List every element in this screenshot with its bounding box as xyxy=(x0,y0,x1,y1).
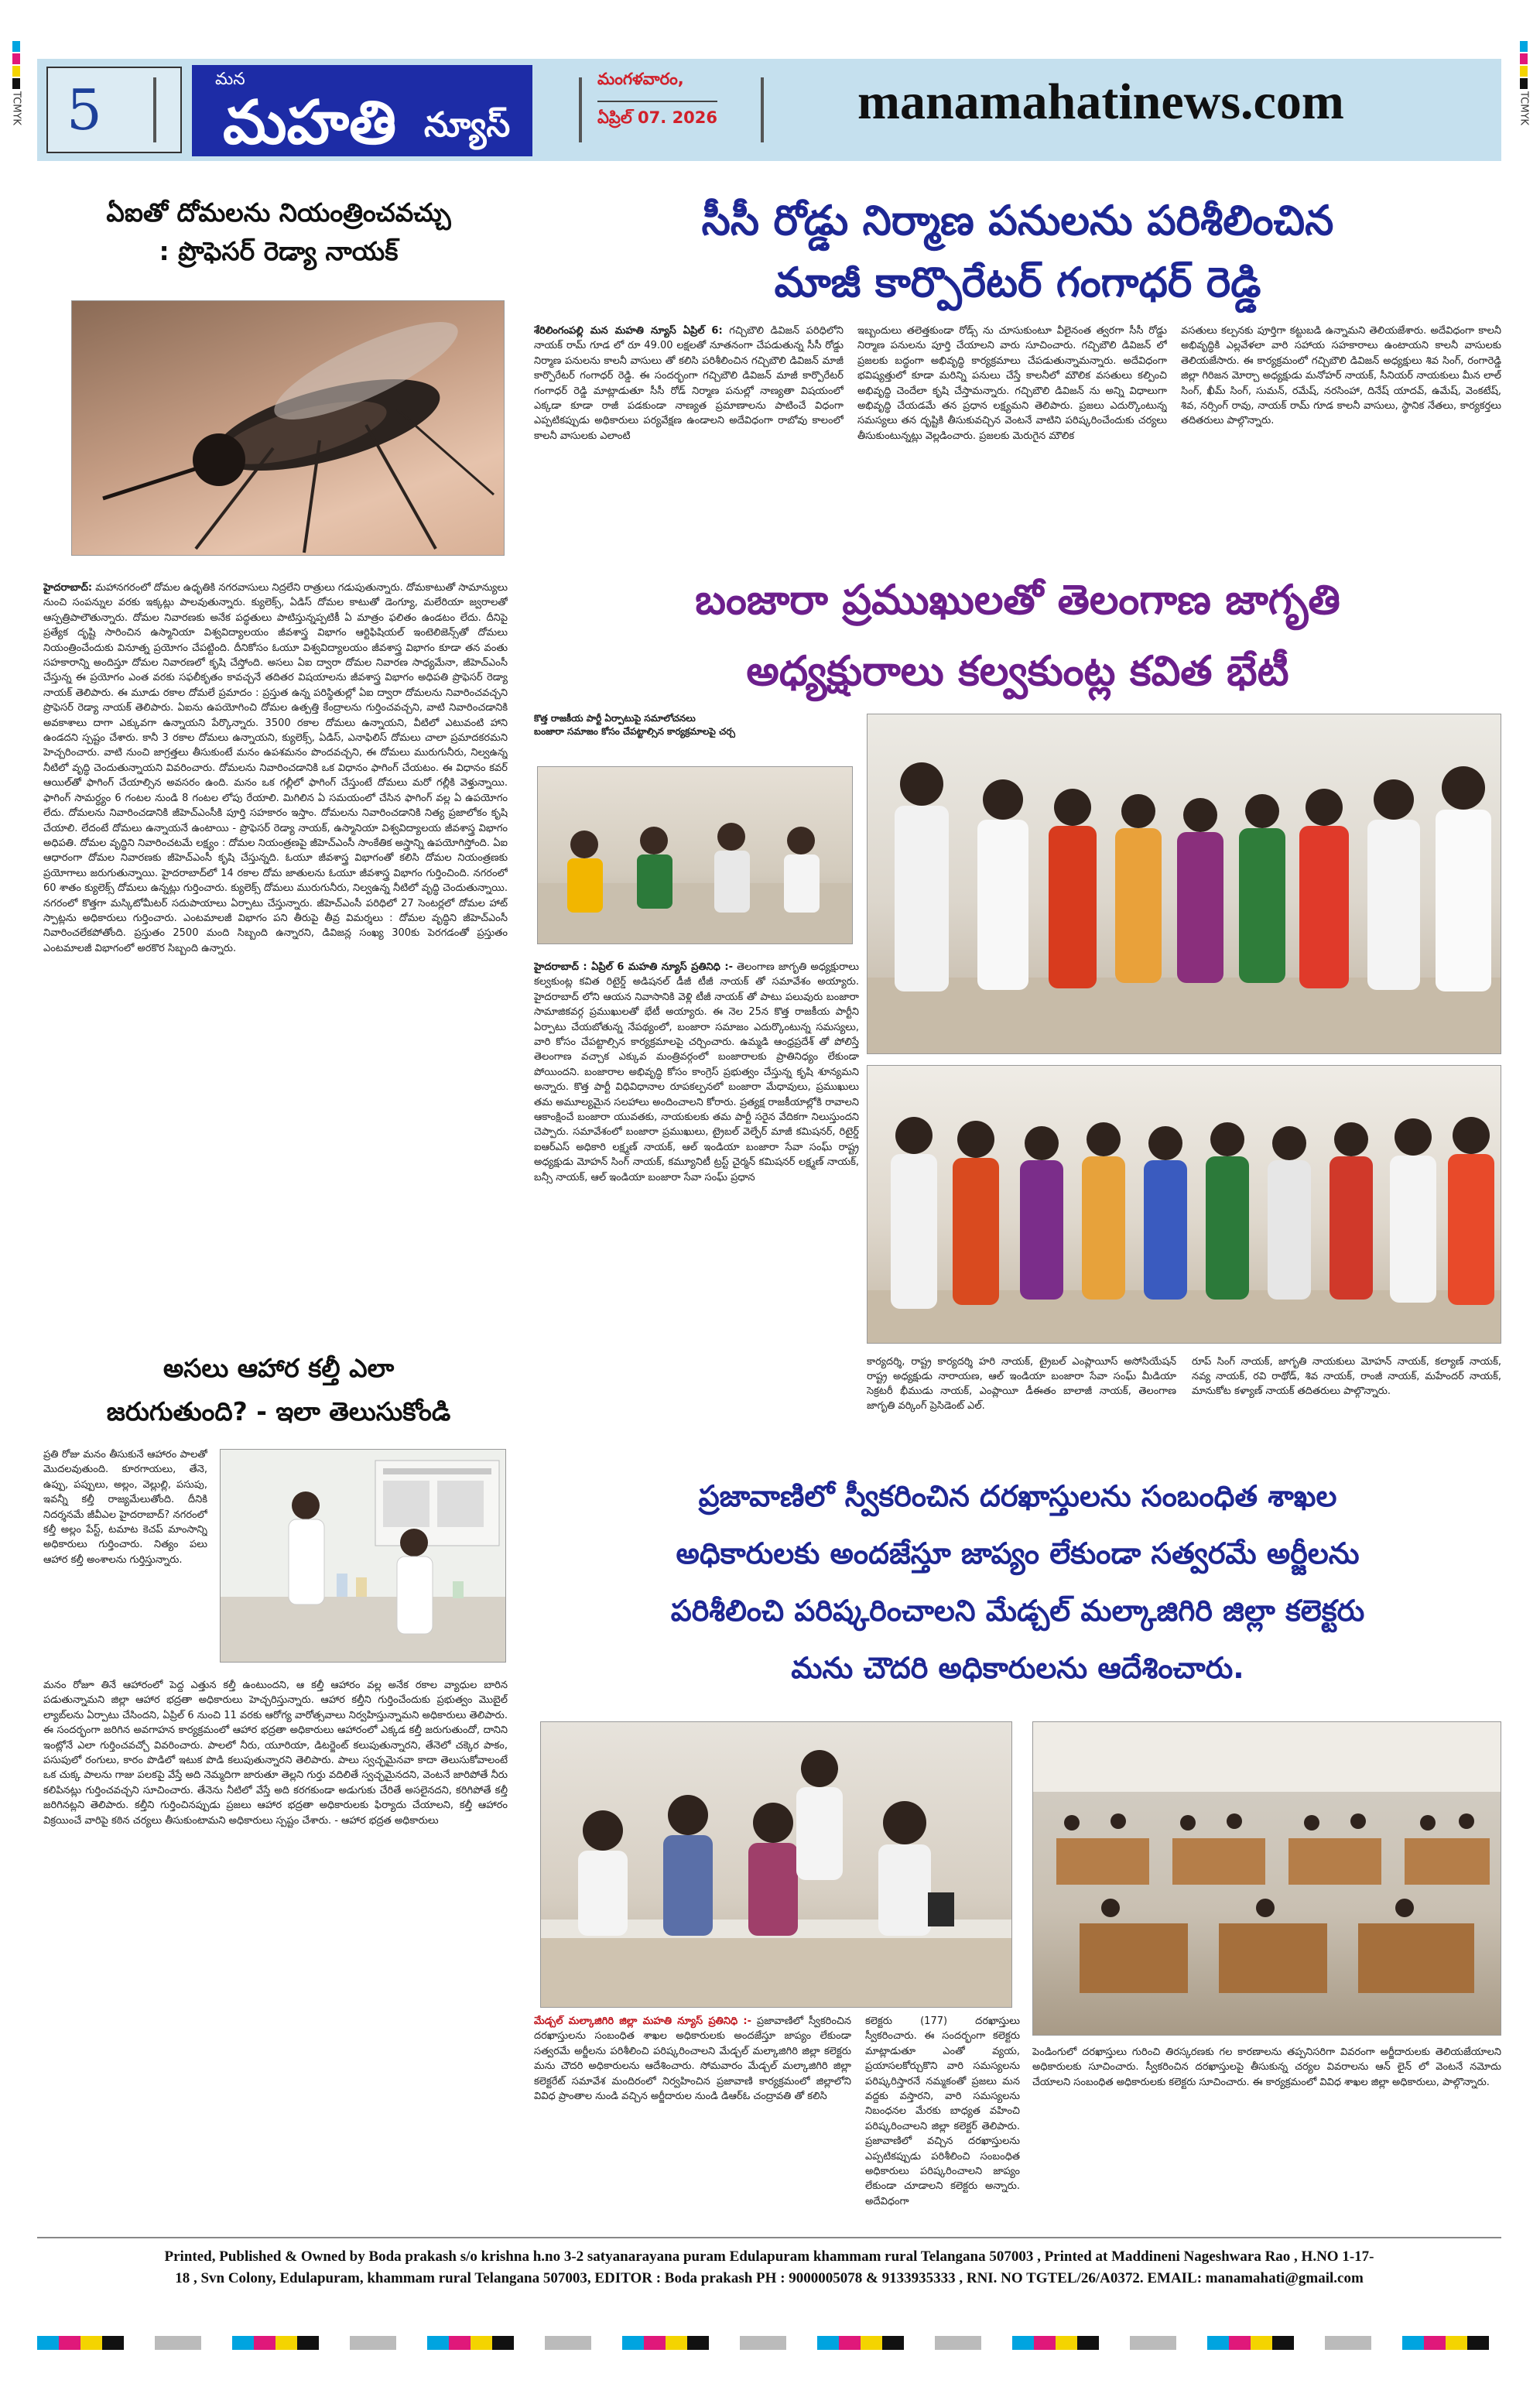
headline-line: అసలు ఆహార కల్తీ ఎలా xyxy=(163,1353,395,1383)
prajavani-collector-photo xyxy=(540,1721,1012,2008)
headline-line: అధ్యక్షురాలు కల్వకుంట్ల కవిత భేటీ xyxy=(746,648,1289,695)
cc-road-column-2 xyxy=(857,324,1167,540)
prajavani-column-2 xyxy=(865,2014,1020,2211)
article-text: తెలంగాణ జాగృతి అధ్యక్షురాలు కల్వకుంట్ల కవిత రిటైర్డ్ అడిషనల్ డీజీ టీజీ నాయక్ తో సమావేశం అయ్యారు. హైదరాబాద్ లోని ఆయన నివాసానికి వెళ్లి టీజీ నాయక్ తో పాటు పలువురు బంజారా సామాజికవర్గ ప్రముఖులతో భేటీ అయ్యారు. ఈ నెల 25న కొత్త రాజకీయ పార్టీని ఏర్పాటు చేయబోతున్న నేపథ్యంలో, బంజారా సమాజం ఎదుర్కొంటున్న సమస్యలు, వారి కోసం చేపట్టాల్సిన కార్యక్రమాలపై చర్చించారు. ఉమ్మడి ఆంధ్రప్రదేశ్ తో పోలిస్తే తెలంగాణ వచ్చాక ఎక్కువ మంత్రివర్గంలో బంజారాలకు ప్రాతినిధ్యం లేకుండా పోయిందని. బంజారాల అభివృద్ధి కోసం కాంగ్రెస్ ప్రభుత్వం చేస్తున్న కృషి శూన్యమని అన్నారు. కొత్త పార్టీ విధివిధానాల రూపకల్పనలో బంజారా మేధావులు, ప్రముఖులు తమ అమూల్యమైన సలహాలు అందించాలని కోరారు. ప్రత్యక్ష రాజకీయాల్లోకి రావాలని ఆకాంక్షించే బంజారా యువతకు, నాయకులకు తమ పార్టీ సరైన వేదికగా నిలుస్తుందని చెప్పారు. సమావేశంలో బంజారా ప్రముఖులు, ట్రైబల్ వెల్ఫేర్ మాజీ కమిషనర్, రిటైర్డ్ ఐఆర్ఎస్ అధికారి లక్ష్మణ్ నాయక్, ఆల్ ఇండియా బంజారా సేవా సంఘ్ రాష్ట్ర అధ్యక్షుడు మోహన్ సింగ్ నాయక్, కమ్యూనిటీ ట్రస్ట్ చైర్మన్ కమిషనర్ లక్ష్మణ్ నాయక్, బన్సీ నాయక్, ఆల్ ఇండియా బంజారా సేవా సంఘ్ ప్రధాన xyxy=(534,961,859,1183)
article-text: గచ్చిబౌలి డివిజన్ పరిధిలోని నాయక్ రామ్ గూడ లో రూ 49.00 లక్షలతో నూతనంగా చేపడుతున్న సీసీ రోడ్డు నిర్మాణ పనులను కాలనీ వాసులు తో కలిసి పరిశీలించిన గచ్చిబౌలి డివిజన్ మాజీ కార్పొరేటర్ గంగాధర్ రెడ్డి. ఈ సందర్భంగా గచ్చిబౌలి డివిజన్ మాజీ కార్పొరేటర్ గంగాధర్ రెడ్డి మాట్లాడుతూ సీసీ రోడ్ నిర్మాణ పనుల్లో నాణ్యతా విషయంలో ఎక్కడా కూడా రాజీ పడకుండా నాణ్యత ప్రమాణాలను పాటించే విధంగా ఎప్పటికప్పుడు అధికారులు పర్యవేక్షణ ఉండాలని అదేవిధంగా రాబోవు కాలంలో కాలనీ వాసులకు ఎలాంటి xyxy=(534,325,844,442)
page-number-box xyxy=(46,67,182,153)
kavitha-headline xyxy=(534,565,1501,707)
caption-line: బంజారా సమాజం కోసం చేపట్టాల్సిన కార్యక్రమాలపై చర్చ xyxy=(534,726,735,737)
cc-road-headline xyxy=(534,190,1501,314)
adulteration-headline xyxy=(46,1347,511,1433)
page-number: 5 xyxy=(67,77,102,142)
cc-road-column-1 xyxy=(534,324,844,540)
collector-illustration xyxy=(541,1722,1012,2008)
issue-date xyxy=(597,70,717,132)
dateline: శేరిలింగంపల్లి మన మహతి న్యూస్ ఏప్రిల్ 6: xyxy=(534,325,723,337)
headline-line: జరుగుతుంది? - ఇలా తెలుసుకోండి xyxy=(106,1396,451,1426)
banjara-leaders-photo-1 xyxy=(867,714,1501,1054)
registration-mark-right xyxy=(1512,40,1535,141)
prajavani-column-3 xyxy=(1032,2045,1501,2211)
article-text: ఇబ్బందులు తలెత్తకుండా రోడ్స్ ను చూసుకుంటూ వీలైనంత త్వరగా సీసీ రోడ్డు నిర్మాణ పనులను పూర్తి చేయాలని వారు సూచించారు. గచ్చిబౌలి డివిజన్ లో ప్రజలకు బద్ధంగా అభివృద్ధి కార్యక్రమాలు చేపడుతున్నామన్నారు. అదేవిధంగా భవిష్యత్తులో కూడా మరిన్ని పనులు చేస్తే కాలనీలో మౌలిక వసతులు కల్పించి అభివృద్ధి చెందేలా కృషి చేస్తామన్నారు. గచ్చిబౌలి డివిజన్ ను అన్ని విధాలుగా అభివృద్ధి చేయడమే తన ప్రధాన లక్ష్యమని తెలిపారు. ప్రజలు ఎదుర్కొంటున్న సమస్యలు తన దృష్టికి తీసుకువచ్చిన వెంటనే వాటిని పరిష్కరించేందుకు చర్యలు తీసుకుంటున్నట్లు వెల్లడించారు. ప్రజలకు మెరుగైన మౌలిక xyxy=(857,325,1167,442)
divider xyxy=(761,77,764,142)
divider xyxy=(153,77,156,142)
lab-illustration xyxy=(221,1450,506,1663)
issue-weekday: మంగళవారం, xyxy=(597,70,684,88)
footer-rule xyxy=(37,2237,1501,2238)
color-calibration-bar xyxy=(37,2336,1501,2350)
imprint-line: Printed, Published & Owned by Boda prakash s/o krishna h.no 3-2 satyanarayana puram Edulapuram khammam rural Telangana 507003 , Printed at Maddineni Nageshwara Rao , H.NO 1-17- xyxy=(164,2248,1374,2265)
article-text: ప్రతి రోజు మనం తీసుకునే ఆహారం పాలతో మొదలవుతుంది. కూరగాయలు, తేనె, ఉప్పు, పప్పులు, అల్లం, వెల్లుల్లి, పసుపు, ఇవన్నీ కల్తీ రాజ్యమేలుతోంది. దీనికి నిదర్శనమే జీవీఎల హైదరాబాద్? నగరంలో కల్తీ అల్లం పేస్ట్, టమాట కెచప్ మాంసాన్ని అధికారులు గుర్తించారు. నిత్యం పలు ఆహార కల్తీ అంశాలను గుర్తిస్తున్నారు. xyxy=(43,1449,207,1566)
imprint-line: 18 , Svn Colony, Edulapuram, khammam rural Telangana 507003, EDITOR : Boda prakash PH : 9000005078 & 9133935333 , RNI. NO TGTEL/26/A0372. EMAIL: manamahati@gmail.com xyxy=(175,2270,1364,2286)
headline-line: బంజారా ప్రముఖులతో తెలంగాణ జాగృతి xyxy=(695,577,1340,624)
headline-line: మాజీ కార్పొరేటర్ గంగాధర్ రెడ్డి xyxy=(774,259,1261,307)
headline-line: మను చౌదరి అధికారులను ఆదేశించారు. xyxy=(791,1651,1244,1685)
cc-road-column-3 xyxy=(1181,324,1501,540)
logo-main-text: మహతి xyxy=(223,88,397,158)
headline-line: పరిశీలించి పరిష్కరించాలని మేడ్చల్ మల్కాజిగిరి జిల్లా కలెక్టరు xyxy=(670,1594,1365,1628)
article-text: పెండింగులో దరఖాస్తులు గురించి తిరస్కరణకు గల కారణాలను తప్పనిసరిగా వివరంగా అర్జీదారులకు తెలియజేయాలని అధికారులకు సూచించారు. స్వీకరించిన దరఖాస్తులపై తీసుకున్న చర్యల వివరాలను ఆన్ లైన్ లో వెంటనే నమోదు చేయాలని సంబంధిత అధికారులకు కలెక్టరు సూచించారు. ఈ కార్యక్రమంలో వివిధ శాఖల జిల్లా అధికారులు, పాల్గొన్నారు. xyxy=(1032,2046,1501,2088)
kavitha-caption-column-1 xyxy=(867,1354,1176,1440)
kavitha-article-body xyxy=(534,960,859,1440)
imprint-footer xyxy=(37,2246,1501,2300)
article-text: మహానగరంలో దోమల ఉధృతికి నగరవాసులు నిద్రలేని రాత్రులు గడుపుతున్నారు. దోమకాటుతో సామాన్యులు నుంచి సంపన్నుల వరకు ఇక్కట్లు పాలవుతున్నారు. క్యులెక్స్, ఏడిస్ దోమల కాటుతో డెంగ్యూ, మలేరియా జ్వరాలతో ఆస్పత్రిపాలౌతున్నారు. దోమల నివారణకు అనేక పద్ధతులు పాటిస్తున్నప్పటికీ ఏ మాత్రం ఫలితం ఉండటం లేదు. దీనిపై ప్రత్యేక దృష్టి సారించిన ఉస్మానియా విశ్వవిద్యాలయం జీవశాస్త్ర విభాగం ఆర్టిఫిషియల్ ఇంటెలిజెన్స్‌తో దోమలు నియంత్రించేందుకు వినూత్న ప్రయోగం చేపట్టింది. దీనికోసం ఓయూ విశ్వవిద్యాలయం జీవశాస్త్ర విభాగం కూడా తన వంతు సహకారాన్ని అందిస్తూ దోమల నివారణలో కృషి చేస్తోంది. అసలు ఏఐ ద్వారా దోమల నివారణ సాధ్యమేనా, జీహెచ్ఎంసీ చేస్తున్న ఈ ప్రయోగం ఎంత వరకు సఫలీకృతం కావచ్చనే తదితర విషయాలను జీవశాస్త్ర విభాగం అధిపతి ప్రొఫెసర్ రెడ్యా నాయక్ తెలిపారు. ఈ మూడు రకాల దోమలే ప్రమాదం : ప్రస్తుత ఉన్న పరిస్థితుల్లో ఏఐ ద్వారా దోమలను నివారించవచ్చని ప్రొఫెసర్ రెడ్యా నాయక్ తెలిపారు. ఏఐను ఉపయోగించి దోమల ఉత్పత్తి కేంద్రాలను గుర్తించవచ్చని, వాటి నివారించడానికి అవకాశాలు దాగా ఎక్కువగా ఉన్నాయని పేర్కొన్నారు. 3500 రకాల దోమలు ఉన్నాయని, వీటిలో ఎటువంటి హాని ఉండదని స్పష్టం చేశారు. కానీ 3 రకాల దోమలు ఉన్నాయని, క్యులెక్స్, ఏడిస్, ఎనాఫిలిస్ దోమలు చాలా ప్రమాదకరమని హెచ్చరించారు. వాటి నుంచి జాగ్రత్తలు తీసుకుంటే మనం ఉపశమనం పొందవచ్చని, ఈ దోమలు మురుగునీరు, నిల్వఉన్న నీటిలో వృద్ధి చెందుతున్నాయని వివరించారు. దోమలను నివారించడానికి ఒక విధానం ఫాగింగ్ చేయటం. ఈ విధానం కవర్ ఆయిల్‌తో ఫాగింగ్ చేయాల్సిన అవసరం ఉంది. మనం ఒక గల్లీలో ఫాగింగ్ చేస్తుంటే దోమలు మరో గల్లీకి వెళ్తున్నాయి. ఫాగింగ్ సామర్ధ్యం 6 గంటల నుండి 8 గంటల లోపు రేయాలి. మిగిలిన ఏ సమయంలో చేసిన ఫాగింగ్ వల్ల ఏ ఉపయోగం లేదు. దోమలను నివారించడానికి జీహెచ్ఎంసీకి పూర్తి సహకారం ఇస్తాం. దోమలను నివారించడానికి నిత్య ప్రజాలోకం కృషి చేయాలి. లేదంటే దోమలు ఉన్నాయనే ఉంటాయి - ప్రొఫెసర్ రెడ్యా నాయక్, ఉస్మానియా విశ్వవిద్యాలయ జీవశాస్త్ర విభాగం అధిపతి. దోమల వృద్ధిని నివారించటమే లక్ష్యం : దోమల నియంత్రణపై జీహెచ్ఎంసీ సాంకేతిక అస్త్రాన్ని ఉపయోగిస్తోంది. ఏఐ ఆధారంగా దోమల నివారణకు జీహెచ్ఎంసీ కృషి చేస్తున్నది. ఓయూ జీవశాస్త్ర విభాగంతో కలిసి దోమల నియంత్రణకు ప్రయోగాలు జరుగుతున్నాయి. హైదరాబాద్‌లో 14 రకాల దోమ జాతులను ఓయూ జీవశాస్త్ర విభాగం గుర్తించింది. నగరంలో 60 శాతం క్యులెక్స్ దోమలు ఉన్నట్లు గుర్తించారు. క్యులెక్స్ దోమలు మురుగునీరు, నిల్వఉన్న నీటిలో వృద్ధి చెందుతున్నాయి. నగరంలో కొత్తగా మస్కిటోమీటర్ సదుపాయాలు ఏర్పాటు చేస్తున్నారు. జీహెచ్ఎంసీ పరిధిలో 27 సెంటర్లలో దోమల హాట్ స్పాట్లను అధికారులు గుర్తించారు. ఎంటమాలజీ విభాగం పని తీరుపై తీవ్ర విమర్శలు : దోమల వృద్ధిని జీహెచ్ఎంసీ నివారించలేకపోతోంది. ప్రస్తుతం 2500 మంది సిబ్బంది ఉన్నారని, డివిజన్ల సంఖ్య 300కు పెరగడంతో ప్రస్తుతం ఎంటమాలజీ విభాగంలో అరకొర సిబ్బంది ఉన్నారు. xyxy=(43,582,508,954)
article-text: వసతులు కల్పనకు పూర్తిగా కట్టుబడి ఉన్నామని తెలియజేశారు. అదేవిధంగా కాలనీ అభివృద్ధికి ఎల్లవేళలా వారి సహాయ సహకారాలు ఉంటాయని కాలనీ వాసులకు తెలియజేసారు. ఈ కార్యక్రమంలో గచ్చిబౌలి డివిజన్ అధ్యక్షులు శివ సింగ్, రంగారెడ్డి జిల్లా గిరిజన మోర్చా అధ్యక్షుడు మనోహర్ నాయక్, సీనియర్ నాయకులు మీన లాల్ సింగ్, ఖీమ్ సింగ్, సుమన్, రమేష్, నరసింహా, దినేష్ యాదవ్, ఉమేష్, వెంకటేష్, శివ, నర్సింగ్ రావు, నాయక్ రామ్ గూడ కాలనీ వాసులు, స్థానిక నేతలు, కార్యకర్తలు తదితరులు పాల్గొన్నారు. xyxy=(1181,325,1501,427)
masthead xyxy=(37,59,1501,161)
dateline: మేడ్చల్ మల్కాజిగిరి జిల్లా మహతి న్యూస్ ప్రతినిధి :- xyxy=(534,2015,751,2027)
headline-line: అధికారులకు అందజేస్తూ జాప్యం లేకుండా సత్వరమే అర్జీలను xyxy=(676,1536,1360,1570)
dateline: హైదరాబాద్ : ఏప్రిల్ 6 మహతి న్యూస్ ప్రతినిధి :- xyxy=(534,961,733,973)
website-url[interactable]: manamahatinews.com xyxy=(857,74,1344,130)
kavitha-caption-column-2 xyxy=(1192,1354,1501,1440)
adulteration-article-body xyxy=(43,1678,508,2212)
headline-line: ఏఐతో దోమలను నియంత్రించవచ్చు xyxy=(106,197,451,228)
mosquito-illustration xyxy=(72,301,505,556)
logo-news-text: న్యూస్ xyxy=(424,105,511,145)
mosquito-headline xyxy=(46,193,511,271)
headline-line: ప్రజావాణిలో స్వీకరించిన దరఖాస్తులను సంబంధిత శాఖల xyxy=(698,1479,1337,1513)
logo-small-text: మన xyxy=(215,70,245,89)
prajavani-headline xyxy=(534,1467,1501,1697)
group-photo-illustration xyxy=(868,1066,1501,1344)
kavitha-meeting-photo xyxy=(537,766,853,944)
hall-illustration xyxy=(1033,1722,1501,2036)
divider xyxy=(579,77,582,142)
article-text: ప్రజావాణిలో స్వీకరించిన దరఖాస్తులను సంబంధిత శాఖల అధికారులకు అందజేస్తూ జాప్యం లేకుండా సత్వరమే అర్జీలను పరిశీలించి పరిష్కరించాలని మేడ్చల్ మల్కాజిగిరి జిల్లా కలెక్టరు మను చౌదరి అధికారులను ఆదేశించారు. సోమవారం మేడ్చల్ మల్కాజిగిరి జిల్లా కలెక్టరేట్ సమావేశ మందిరంలో నిర్వహించిన ప్రజావాణి కార్యక్రమంలో జిల్లాలోని వివిధ ప్రాంతాల నుండి వచ్చిన అర్జీదారుల నుండి డిఆర్ఓ చంద్రావతి తో కలిసి xyxy=(534,2015,851,2103)
headline-line: సీసీ రోడ్డు నిర్మాణ పనులను పరిశీలించిన xyxy=(701,197,1334,245)
adulteration-intro xyxy=(43,1447,207,1672)
dateline: హైదరాబాద్: xyxy=(43,582,93,594)
headline-line: : ప్రొఫెసర్ రెడ్యా నాయక్ xyxy=(159,236,399,266)
registration-label: TCMYK xyxy=(10,91,22,125)
mosquito-photo xyxy=(71,300,505,556)
registration-label: TCMYK xyxy=(1518,91,1530,125)
banjara-leaders-photo-2 xyxy=(867,1065,1501,1344)
group-photo-illustration xyxy=(868,714,1501,1054)
article-text: మనం రోజూ తినే ఆహారంలో పెద్ద ఎత్తున కల్తీ ఉంటుందని, ఆ కల్తీ ఆహారం వల్ల అనేక రకాల వ్యాధుల బారిన పడుతున్నామని జిల్లా ఆహార భద్రతా అధికారులు హెచ్చరిస్తున్నారు. ఆహార కల్తీని గుర్తించేందుకు ప్రభుత్వం మొబైల్ ల్యాబ్‌లను ఏర్పాటు చేసిందని, ఏప్రిల్ 6 నుంచి 11 వరకు ఆరోగ్య వారోత్సవాలు నిర్వహిస్తున్నామని అధికారులు తెలిపారు. ఈ సందర్భంగా జరిగిన అవగాహన కార్యక్రమంలో ఆహార భద్రతా అధికారులు ఆహారంలో ఎక్కడ కల్తీ జరుగుతుందో, దానిని ఇంట్లోనే ఎలా గుర్తించవచ్చో వివరించారు. పాలలో నీరు, యూరియా, డిటర్జెంట్ కలుపుతున్నారని, తేనెలో చక్కెర పాకం, పసుపులో రంగులు, కారం పొడిలో ఇటుక పొడి కలుపుతున్నారని తెలిపారు. పాలు స్వచ్ఛమైనవా కాదా తెలుసుకోవాలంటే ఒక చుక్క పాలను గాజు పలకపై వేస్తే అది నెమ్మదిగా జారుతూ తెల్లని గుర్తు వదిలితే స్వచ్ఛమైనదని, వెంటనే జారిపోతే నీరు కలిపినట్లు గుర్తించవచ్చని సూచించారు. తేనెను నీటిలో వేస్తే అది కరగకుండా అడుగుకు చేరితే అసలైనదని, కరిగిపోతే కల్తీ జరిగినట్లని తెలిపారు. కల్తీని గుర్తించినప్పుడు ప్రజలు ఆహార భద్రతా అధికారులకు ఫిర్యాదు చేయాలని, కల్తీ ఆహారం విక్రయించే వారిపై కఠిన చర్యలు తీసుకుంటామని అధికారులు స్పష్టం చేశారు. - ఆహార భద్రత అధికారులు xyxy=(43,1680,508,1827)
caption-text: కార్యదర్శి, రాష్ట్ర కార్యదర్శి హరి నాయక్, ట్రైబల్ ఎంప్లాయీస్ అసోసియేషన్ రాష్ట్ర అధ్యక్షుడు నారాయణ, ఆల్ ఇండియా బంజారా సేవా సంఘ్ మీడియా సెక్రటరీ భీముడు నాయక్, ఎంప్లాయీ డీఈతం బాలాజీ నాయక్, తెలంగాణ జాగృతి వర్కింగ్ ప్రెసిడెంట్ ఎల్. xyxy=(867,1356,1176,1412)
meeting-illustration xyxy=(538,767,853,944)
prajavani-column-1 xyxy=(534,2014,851,2211)
caption-line: కొత్త రాజకీయ పార్టీ ఏర్పాటుపై సమాలోచనలు xyxy=(534,713,696,724)
article-text: కలెక్టరు (177) దరఖాస్తులు స్వీకరించారు. ఈ సందర్భంగా కలెక్టరు మాట్లాడుతూ ఎంతో వ్యయ, ప్రయాసలకోర్చుకొని వారి సమస్యలను పరిష్కరిస్తారనే నమ్మకంతో ప్రజలు మన వద్దకు వస్తారని, వారి సమస్యలను నిబంధనల మేరకు బాధ్యత వహించి పరిష్కరించాలని జిల్లా కలెక్టర్ తెలిపారు. ప్రజావాణిలో వచ్చిన దరఖాస్తులను ఎప్పటికప్పుడు పరిశీలించి సంబంధిత అధికారులు పరిష్కరించాలని జాప్యం లేకుండా చూడాలని కలెక్టరు అన్నారు. అదేవిధంగా xyxy=(865,2015,1020,2207)
food-lab-photo xyxy=(220,1449,506,1663)
issue-date-text: ఏప్రిల్ 07. 2026 xyxy=(597,101,717,132)
newspaper-logo xyxy=(192,65,532,156)
registration-mark-left xyxy=(5,40,28,141)
caption-text: రూప్ సింగ్ నాయక్, జాగృతి నాయకులు మోహన్ నాయక్, కల్యాణ్ నాయక్, నవ్య నాయక్, రవి రాథోడ్, శివ నాయక్, రాంజీ నాయక్, మహేందర్ నాయక్, మానుకోట కళ్యాణ్ నాయక్ తదితరులు పాల్గొన్నారు. xyxy=(1192,1356,1501,1397)
prajavani-hall-photo xyxy=(1032,1721,1501,2036)
kavitha-photo-caption xyxy=(534,712,844,743)
